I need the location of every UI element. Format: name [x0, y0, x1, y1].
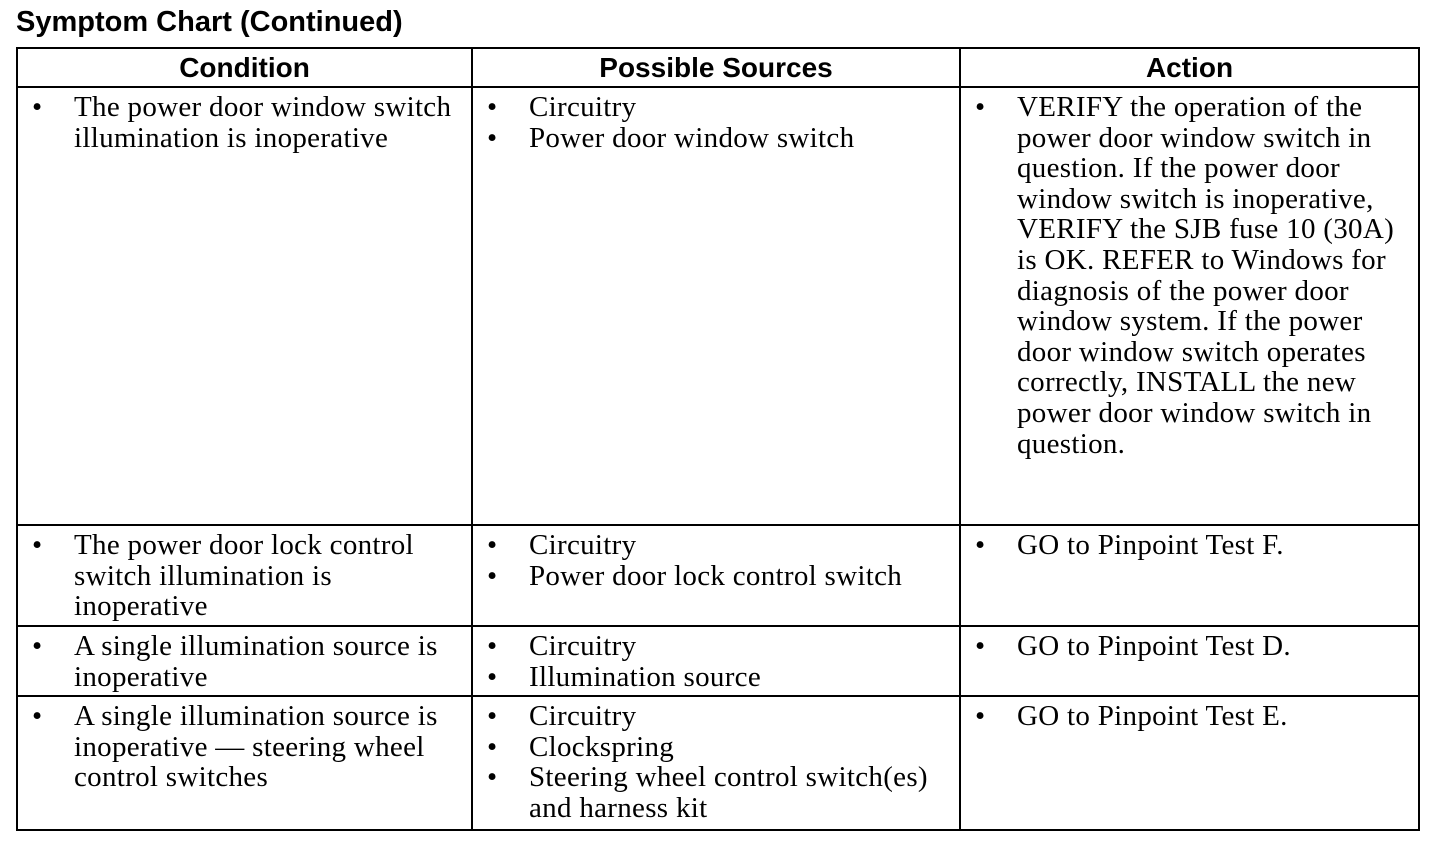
- source-text: Illumination source: [529, 660, 762, 693]
- list-item: [473, 762, 951, 823]
- bullet-icon: •: [487, 559, 498, 592]
- list-item: [18, 92, 463, 153]
- list-item: [473, 92, 951, 123]
- list-item: [18, 701, 463, 793]
- action-list: [961, 697, 1418, 732]
- condition-column-header: Condition: [17, 48, 472, 87]
- list-item: [473, 701, 951, 732]
- source-text: Circuitry: [529, 529, 637, 561]
- list-item: [961, 631, 1410, 662]
- table-header-row: [17, 48, 1419, 87]
- list-item: [961, 701, 1410, 732]
- list-item: [18, 530, 463, 622]
- condition-cell: [17, 87, 472, 525]
- bullet-icon: •: [487, 660, 498, 693]
- symptom-table: [16, 47, 1420, 831]
- table-row: [17, 525, 1419, 626]
- bullet-icon: •: [487, 761, 498, 794]
- action-list: [961, 88, 1418, 459]
- source-text: Steering wheel control switch(es) and harness kit: [529, 761, 928, 824]
- bullet-icon: •: [487, 529, 498, 561]
- possible-sources-cell: [472, 696, 960, 830]
- action-cell: [960, 525, 1419, 626]
- action-cell: [960, 696, 1419, 830]
- table-row: [17, 87, 1419, 525]
- source-text: Circuitry: [529, 91, 637, 123]
- condition-cell: [17, 696, 472, 830]
- condition-list: [18, 627, 471, 692]
- source-text: Power door window switch: [529, 121, 855, 154]
- condition-list: [18, 697, 471, 793]
- condition-text: A single illumination source is inoperative: [74, 630, 438, 693]
- bullet-icon: •: [487, 630, 498, 662]
- sources-list: [473, 697, 959, 823]
- bullet-icon: •: [32, 91, 43, 123]
- possible-sources-column-header: Possible Sources: [472, 48, 960, 87]
- list-item: [473, 631, 951, 662]
- possible-sources-cell: [472, 525, 960, 626]
- list-item: [961, 92, 1410, 459]
- source-text: Power door lock control switch: [529, 559, 903, 592]
- list-item: [18, 631, 463, 692]
- action-text: GO to Pinpoint Test E.: [1017, 700, 1288, 732]
- bullet-icon: •: [487, 121, 498, 154]
- bullet-icon: •: [32, 630, 43, 662]
- list-item: [473, 662, 951, 693]
- bullet-icon: •: [32, 700, 43, 732]
- page-title: Symptom Chart (Continued): [16, 6, 403, 38]
- condition-list: [18, 526, 471, 622]
- list-item: [473, 561, 951, 592]
- condition-text: A single illumination source is inoperative — steering wheel control switches: [74, 700, 438, 794]
- list-item: [473, 530, 951, 561]
- sources-list: [473, 88, 959, 153]
- condition-list: [18, 88, 471, 153]
- sources-list: [473, 526, 959, 591]
- table-row: [17, 696, 1419, 830]
- action-text: VERIFY the operation of the power door window switch in question. If the power door window switch is inoperative, VERIFY the SJB fuse 10 (30A) is OK. REFER to Windows for diagnosis of the power door window system. If the power door window switch operates correctly, INSTALL the new power door window switch in question.: [1017, 91, 1395, 460]
- action-list: [961, 526, 1418, 561]
- bullet-icon: •: [487, 700, 498, 732]
- condition-text: The power door window switch illumination is inoperative: [74, 91, 452, 154]
- action-cell: [960, 626, 1419, 696]
- bullet-icon: •: [487, 91, 498, 123]
- action-list: [961, 627, 1418, 662]
- bullet-icon: •: [975, 700, 986, 732]
- source-text: Clockspring: [529, 730, 675, 763]
- condition-cell: [17, 626, 472, 696]
- condition-text: The power door lock control switch illumination is inoperative: [74, 529, 414, 623]
- bullet-icon: •: [975, 630, 986, 662]
- action-text: GO to Pinpoint Test F.: [1017, 529, 1284, 561]
- action-cell: [960, 87, 1419, 525]
- bullet-icon: •: [975, 91, 986, 123]
- action-column-header: Action: [960, 48, 1419, 87]
- table-row: [17, 626, 1419, 696]
- list-item: [473, 732, 951, 763]
- list-item: [961, 530, 1410, 561]
- possible-sources-cell: [472, 626, 960, 696]
- bullet-icon: •: [487, 730, 498, 763]
- condition-cell: [17, 525, 472, 626]
- possible-sources-cell: [472, 87, 960, 525]
- action-text: GO to Pinpoint Test D.: [1017, 630, 1291, 662]
- source-text: Circuitry: [529, 700, 637, 732]
- bullet-icon: •: [975, 529, 986, 561]
- list-item: [473, 123, 951, 154]
- source-text: Circuitry: [529, 630, 637, 662]
- bullet-icon: •: [32, 529, 43, 561]
- sources-list: [473, 627, 959, 692]
